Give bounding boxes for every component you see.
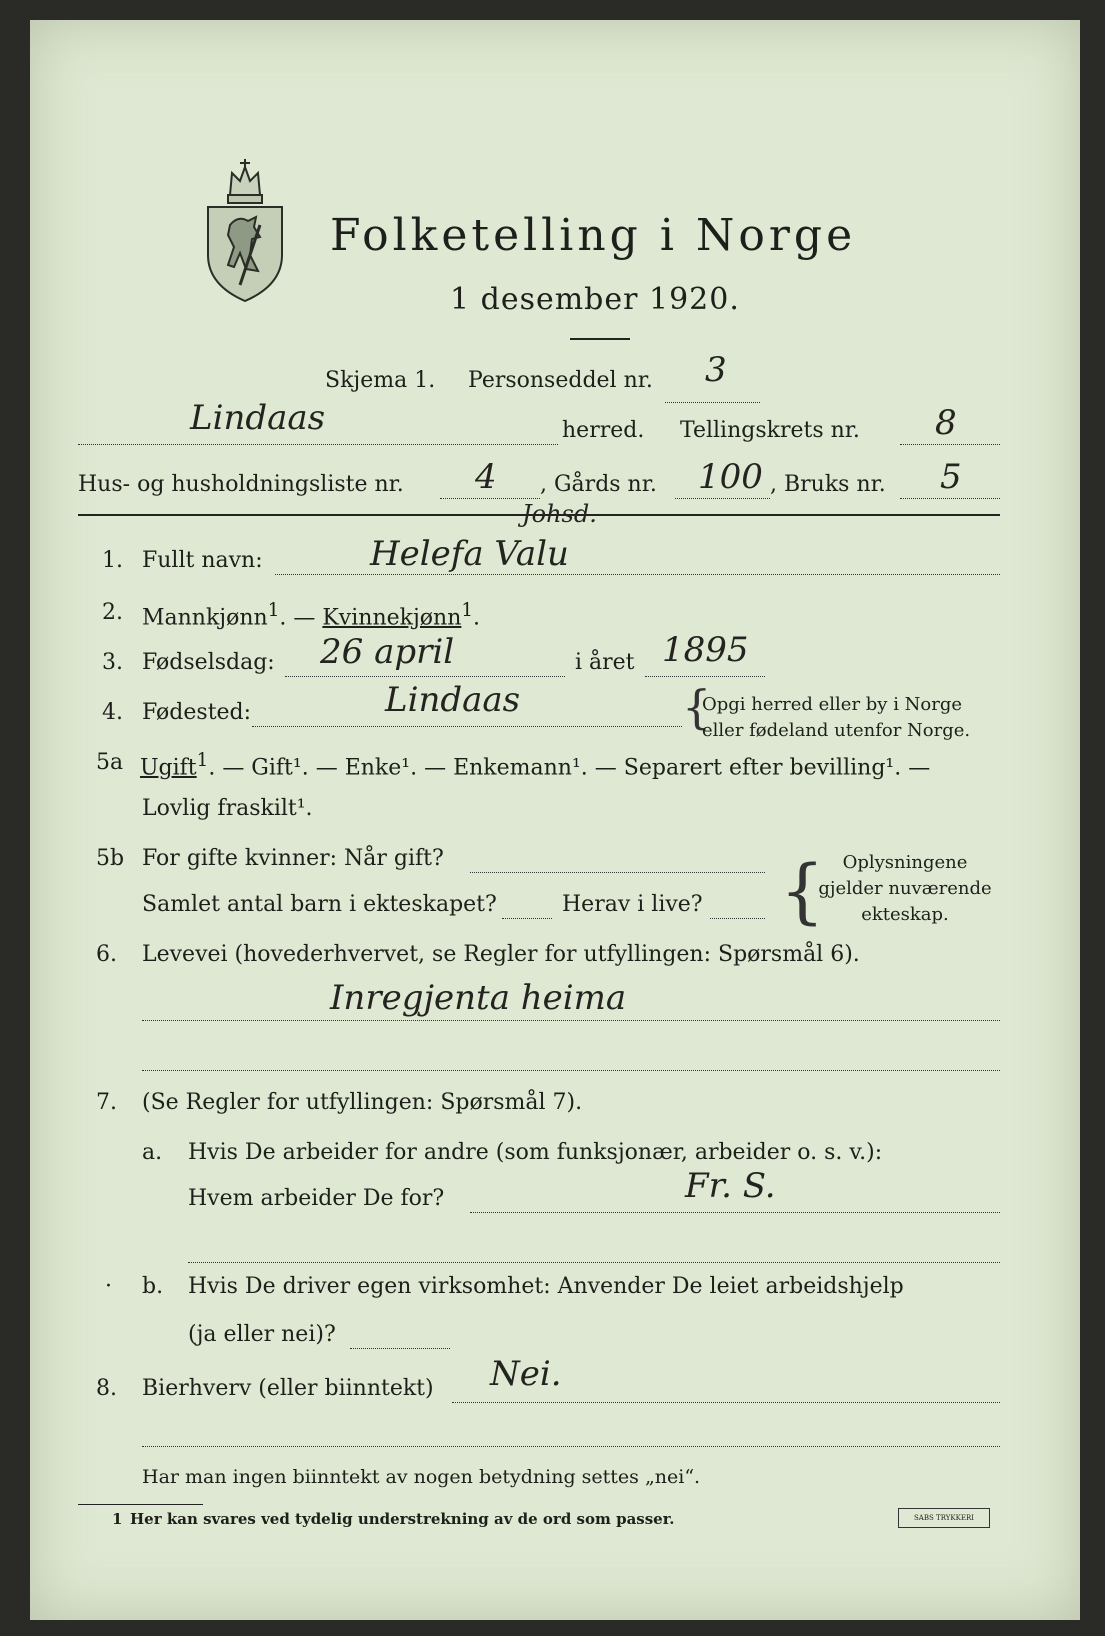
q7b-bullet: · xyxy=(105,1274,112,1299)
q5b-note-line2: gjelder nuværende xyxy=(818,878,992,899)
personseddel-label: Personseddel nr. xyxy=(468,368,653,393)
gards-field-line xyxy=(675,498,770,499)
q7a-line2: Hvem arbeider De for? xyxy=(188,1186,445,1211)
q5b-number: 5b xyxy=(96,846,125,871)
herred-field-line xyxy=(78,444,558,445)
q2-options: Mannkjønn$^1$. — Kvinnekjønn$^1$. xyxy=(142,600,481,631)
personseddel-field-line xyxy=(665,402,760,403)
bruks-value[interactable]: 5 xyxy=(940,457,962,497)
q7a-field-line-2 xyxy=(188,1262,1000,1263)
bruks-label: , Bruks nr. xyxy=(770,472,886,497)
q7a-value[interactable]: Fr. S. xyxy=(685,1166,776,1206)
q2-sep: . — xyxy=(279,605,323,631)
footnote-mark: 1 xyxy=(112,1510,123,1528)
q4-field-line xyxy=(252,726,682,727)
tellingskrets-label: Tellingskrets nr. xyxy=(680,418,860,443)
norwegian-coat-of-arms-icon xyxy=(200,155,290,309)
bruks-field-line xyxy=(900,498,1000,499)
q1-number: 1. xyxy=(102,548,123,573)
footnote-text: Her kan svares ved tydelig understrekning av de ord som passer. xyxy=(130,1510,675,1528)
q5a-line2[interactable]: Lovlig fraskilt¹. xyxy=(142,796,313,821)
gards-value[interactable]: 100 xyxy=(698,457,763,497)
q5b-line1: For gifte kvinner: Når gift? xyxy=(142,846,444,871)
q2-option-male[interactable]: Mannkjønn xyxy=(142,605,268,631)
census-date: 1 desember 1920. xyxy=(450,282,740,317)
q7a-field-line-1 xyxy=(470,1212,1000,1213)
herred-value[interactable]: Lindaas xyxy=(190,398,326,438)
q3-year-value[interactable]: 1895 xyxy=(662,630,749,670)
q7-number: 7. xyxy=(96,1090,117,1115)
schema-label: Skjema 1. xyxy=(325,368,436,393)
q1-value-annotation: Johsd. xyxy=(522,500,597,528)
q3-day-field-line xyxy=(285,676,565,677)
q7b-letter: b. xyxy=(142,1274,164,1299)
title-divider xyxy=(570,338,630,340)
q5b-note xyxy=(805,850,1005,928)
q4-note-line1: Opgi herred eller by i Norge xyxy=(702,694,963,715)
hus-label: Hus- og husholdningsliste nr. xyxy=(78,472,404,497)
q2-end: . xyxy=(473,605,481,631)
q6-value[interactable]: Inregjenta heima xyxy=(330,978,627,1018)
q2-number: 2. xyxy=(102,600,123,625)
q4-note-brace: { xyxy=(682,680,712,734)
herred-label: herred. xyxy=(562,418,645,443)
q6-number: 6. xyxy=(96,942,117,967)
q5b-children-field-line xyxy=(502,918,552,919)
q8-number: 8. xyxy=(96,1376,117,1401)
q5a-option-ugift[interactable]: Ugift xyxy=(140,755,197,781)
q1-label: Fullt navn: xyxy=(142,548,263,573)
footer-note: Har man ingen biinntekt av nogen betydning settes „nei“. xyxy=(142,1466,701,1488)
q5b-alive-label: Herav i live? xyxy=(562,892,703,917)
hus-value[interactable]: 4 xyxy=(475,457,497,497)
q5a-number: 5a xyxy=(96,750,124,775)
q4-value[interactable]: Lindaas xyxy=(385,680,521,720)
q8-value[interactable]: Nei. xyxy=(490,1354,562,1394)
census-form-sheet xyxy=(30,20,1080,1620)
tellingskrets-field-line xyxy=(900,444,1000,445)
q7a-letter: a. xyxy=(142,1140,163,1165)
q7-label: (Se Regler for utfyllingen: Spørsmål 7). xyxy=(142,1090,583,1115)
q5b-note-line3: ekteskap. xyxy=(861,904,949,925)
q6-field-line-2 xyxy=(142,1070,1000,1071)
q4-note xyxy=(702,692,970,744)
q1-value[interactable]: Helefa Valu xyxy=(370,534,569,574)
tellingskrets-value[interactable]: 8 xyxy=(935,403,957,443)
q2-option-female[interactable]: Kvinnekjønn xyxy=(322,605,462,631)
q7b-line1: Hvis De driver egen virksomhet: Anvender De leiet arbeidshjelp xyxy=(188,1274,904,1299)
q3-year-label: i året xyxy=(575,650,635,675)
q8-label: Bierhverv (eller biinntekt) xyxy=(142,1376,434,1401)
q3-day-value[interactable]: 26 april xyxy=(320,632,455,672)
q5b-children-label: Samlet antal barn i ekteskapet? xyxy=(142,892,497,917)
q3-label: Fødselsdag: xyxy=(142,650,275,675)
q4-note-line2: eller fødeland utenfor Norge. xyxy=(702,720,971,741)
q8-field-line-1 xyxy=(452,1402,1000,1403)
personseddel-value[interactable]: 3 xyxy=(705,350,727,390)
q7a-line1: Hvis De arbeider for andre (som funksjonær, arbeider o. s. v.): xyxy=(188,1140,883,1165)
footnote-rule xyxy=(78,1504,203,1505)
hus-field-line xyxy=(440,498,540,499)
q3-year-field-line xyxy=(645,676,765,677)
q5a-other-options[interactable]: . — Gift¹. — Enke¹. — Enkemann¹. — Separert efter bevilling¹. — xyxy=(208,755,931,781)
q5a-options: Ugift$^1$. — Gift¹. — Enke¹. — Enkemann¹. — Separert efter bevilling¹. — xyxy=(140,750,931,781)
q7b-field-line xyxy=(350,1348,450,1349)
q5b-note-brace: { xyxy=(780,850,825,932)
form-title: Folketelling i Norge xyxy=(330,210,857,261)
gards-label: , Gårds nr. xyxy=(540,472,657,497)
q5b-alive-field-line xyxy=(710,918,765,919)
q7b-line2: (ja eller nei)? xyxy=(188,1322,336,1347)
q5b-married-field-line xyxy=(470,872,765,873)
printer-stamp: SABS TRYKKERI xyxy=(898,1508,990,1528)
q6-label: Levevei (hovederhvervet, se Regler for utfyllingen: Spørsmål 6). xyxy=(142,942,860,967)
q4-label: Fødested: xyxy=(142,700,252,725)
q8-field-line-2 xyxy=(142,1446,1000,1447)
q6-field-line-1 xyxy=(142,1020,1000,1021)
q1-field-line xyxy=(275,574,1000,575)
q3-number: 3. xyxy=(102,650,123,675)
q5b-note-line1: Oplysningene xyxy=(842,852,968,873)
q4-number: 4. xyxy=(102,700,123,725)
